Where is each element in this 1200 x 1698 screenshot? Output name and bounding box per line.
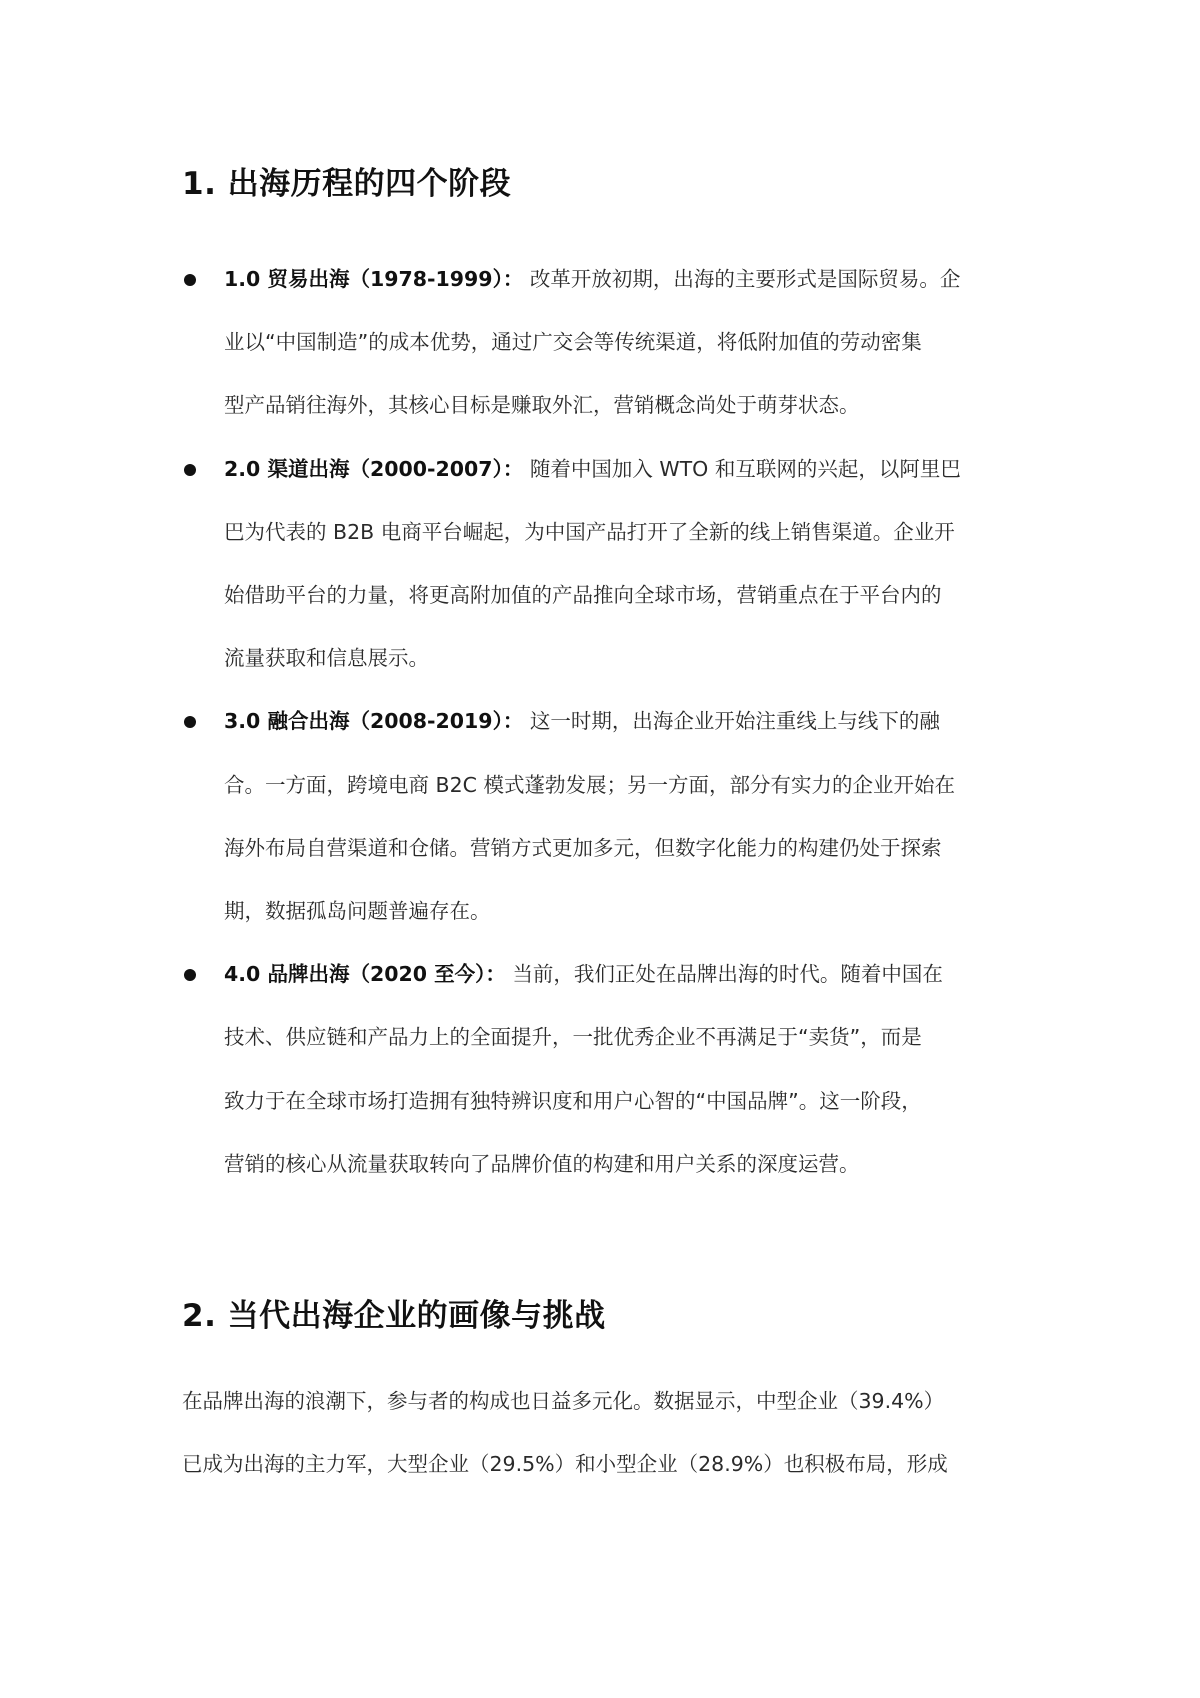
stage-separator: ： bbox=[502, 709, 524, 734]
stage-text-line: 营销的核心从流量获取转向了品牌价值的构建和用户关系的深度运营。 bbox=[224, 1151, 860, 1176]
stage-text: 当前，我们正处在品牌出海的时代。随着中国在 bbox=[512, 962, 943, 987]
stage-2-line-1 bbox=[224, 438, 1032, 501]
stages-bullet-list bbox=[182, 248, 1032, 1196]
stage-title: 4.0 品牌出海（2020 至今） bbox=[224, 962, 486, 987]
bullet-dot-icon bbox=[184, 969, 196, 981]
bullet-dot-icon bbox=[184, 274, 196, 286]
stage-text-line: 型产品销往海外，其核心目标是赚取外汇，营销概念尚处于萌芽状态。 bbox=[224, 393, 860, 418]
stage-text-line: 期，数据孤岛问题普遍存在。 bbox=[224, 899, 491, 924]
stage-title: 2.0 渠道出海（2000-2007） bbox=[224, 456, 503, 481]
stage-1-line-1 bbox=[224, 248, 1032, 311]
section-heading-history-stages: 1. 出海历程的四个阶段 bbox=[182, 166, 512, 202]
stage-text: 改革开放初期，出海的主要形式是国际贸易。企 bbox=[529, 267, 961, 291]
stage-3-line-1 bbox=[224, 690, 1032, 753]
stage-text-line: 合。一方面，跨境电商 B2C 模式蓬勃发展；另一方面，部分有实力的企业开始在 bbox=[224, 772, 955, 797]
stage-text-line: 始借助平台的力量，将更高附加值的产品推向全球市场，营销重点在于平台内的 bbox=[224, 583, 942, 608]
paragraph-line: 在品牌出海的浪潮下，参与者的构成也日益多元化。数据显示，中型企业（39.4%） bbox=[182, 1389, 945, 1413]
enterprise-profile-paragraph bbox=[182, 1370, 1032, 1496]
bullet-dot-icon bbox=[184, 716, 196, 728]
stage-4-line-1 bbox=[224, 943, 1032, 1006]
list-item-stage-3 bbox=[182, 690, 1032, 943]
stage-text-line: 技术、供应链和产品力上的全面提升，一批优秀企业不再满足于“卖货”，而是 bbox=[224, 1025, 922, 1050]
list-item-stage-4 bbox=[182, 943, 1032, 1196]
stage-text-line: 巴为代表的 B2B 电商平台崛起，为中国产品打开了全新的线上销售渠道。企业开 bbox=[224, 519, 955, 544]
stage-text-line: 业以“中国制造”的成本优势，通过广交会等传统渠道，将低附加值的劳动密集 bbox=[224, 330, 922, 355]
stage-separator: ： bbox=[502, 267, 524, 291]
stage-text-line: 海外布局自营渠道和仓储。营销方式更加多元，但数字化能力的构建仍处于探索 bbox=[224, 835, 942, 860]
stage-separator: ： bbox=[485, 962, 506, 987]
paragraph-line: 已成为出海的主力军，大型企业（29.5%）和小型企业（28.9%）也积极布局，形成 bbox=[182, 1452, 948, 1477]
list-item-stage-1 bbox=[182, 248, 1032, 438]
section-heading-enterprise-profile: 2. 当代出海企业的画像与挑战 bbox=[182, 1298, 606, 1334]
stage-text-line: 致力于在全球市场打造拥有独特辨识度和用户心智的“中国品牌”。这一阶段， bbox=[224, 1088, 922, 1113]
stage-text-line: 流量获取和信息展示。 bbox=[224, 646, 429, 671]
stage-text: 随着中国加入 WTO 和互联网的兴起，以阿里巴 bbox=[529, 456, 961, 481]
stage-title: 1.0 贸易出海（1978-1999） bbox=[224, 267, 503, 291]
list-item-stage-2 bbox=[182, 438, 1032, 691]
stage-text: 这一时期，出海企业开始注重线上与线下的融 bbox=[529, 709, 940, 734]
bullet-dot-icon bbox=[184, 464, 196, 476]
stage-separator: ： bbox=[502, 456, 524, 481]
stage-title: 3.0 融合出海（2008-2019） bbox=[224, 709, 503, 734]
